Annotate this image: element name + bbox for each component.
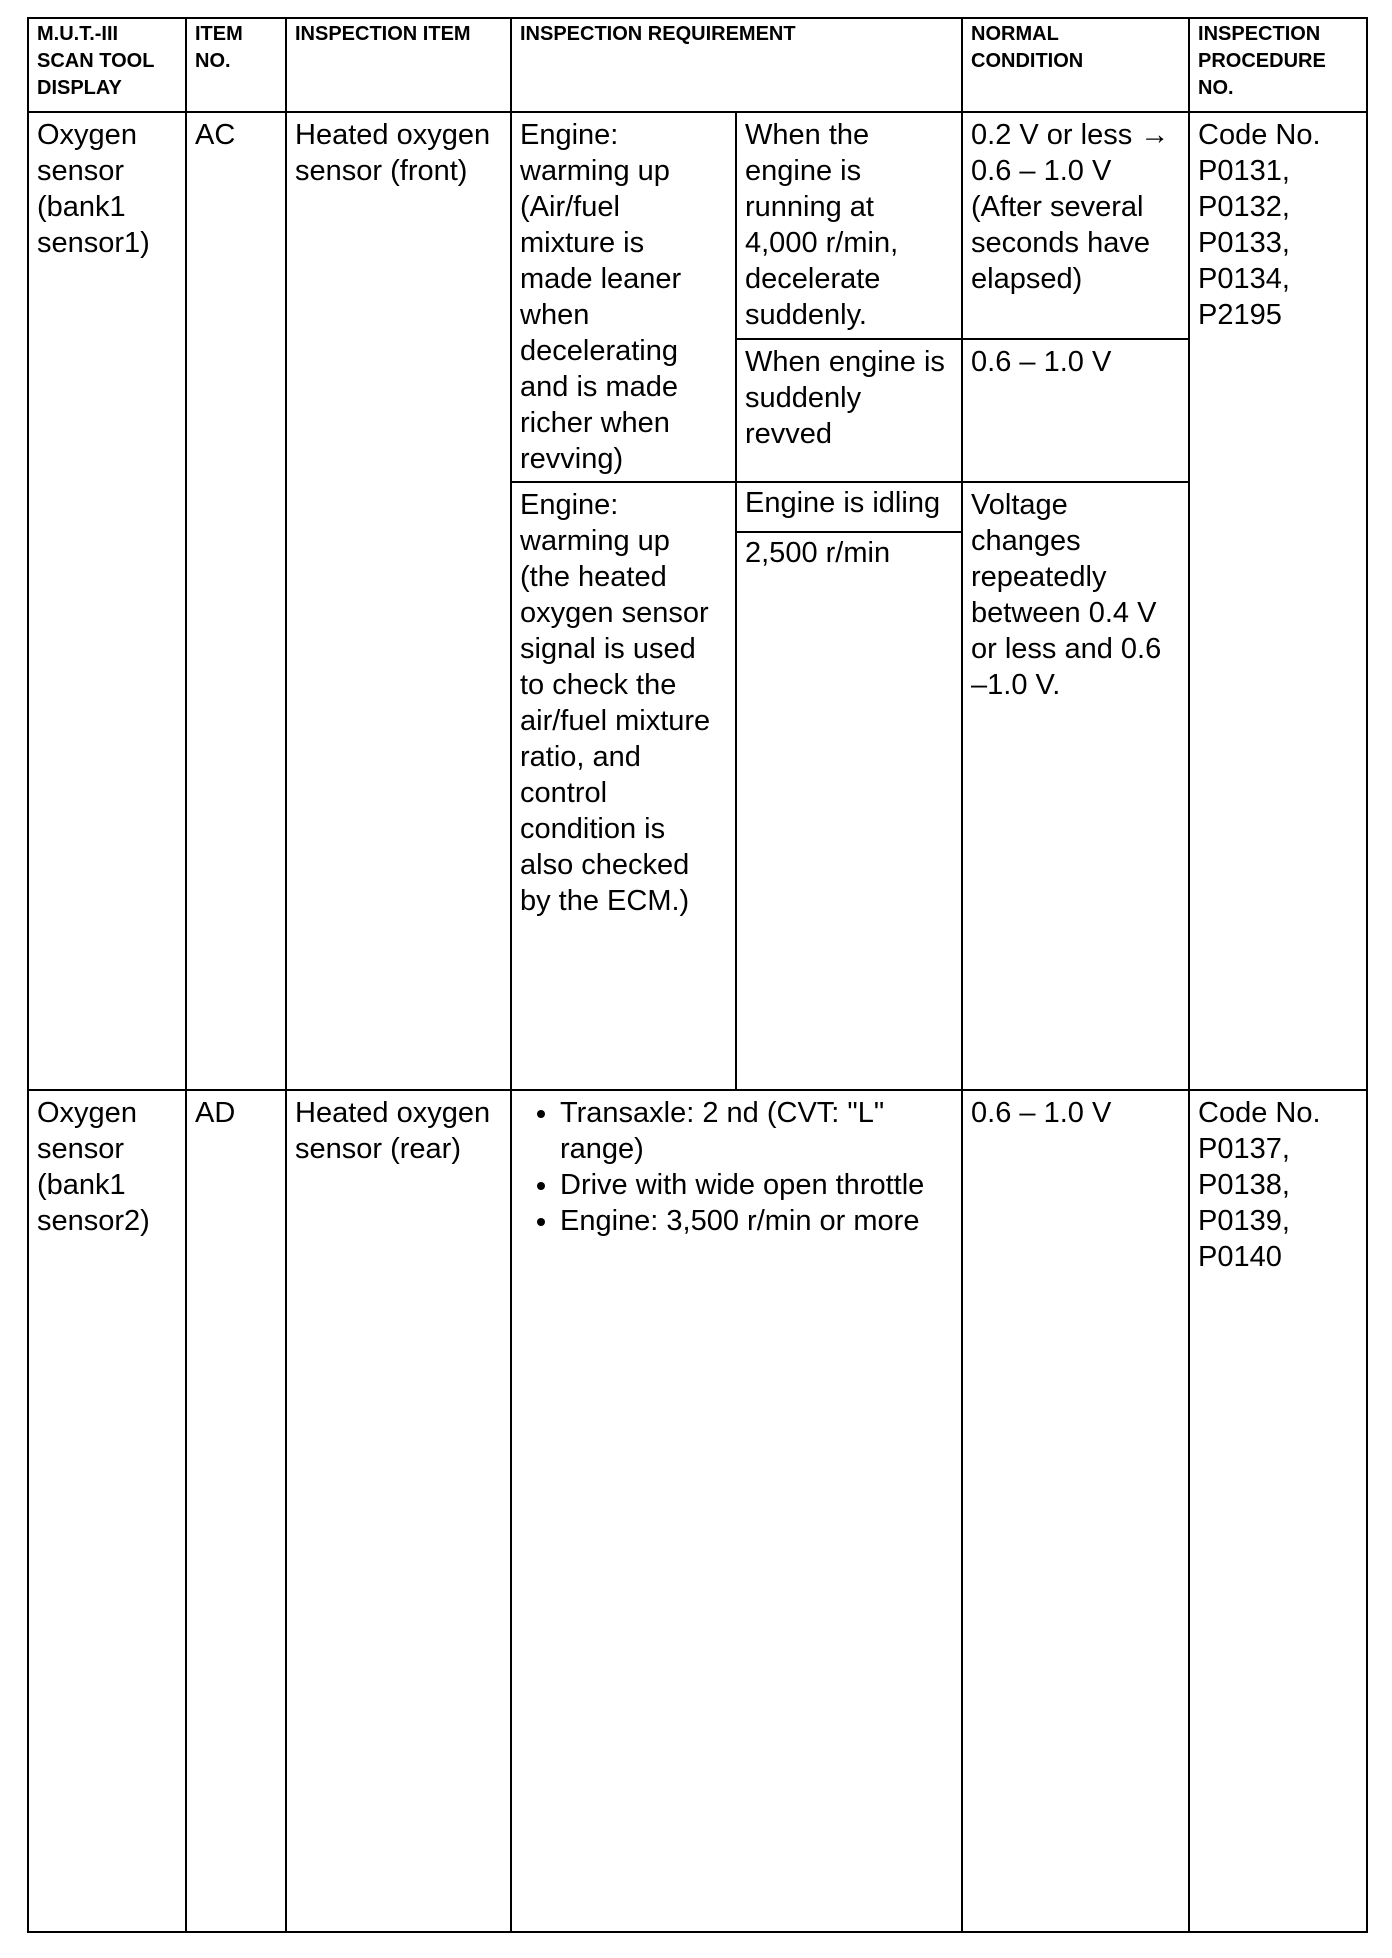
condition-line: revving) bbox=[520, 443, 624, 475]
normal-line: Voltage bbox=[971, 489, 1068, 521]
normal-line: (After several bbox=[971, 191, 1144, 223]
normal-line: or less and 0.6 bbox=[971, 633, 1162, 665]
inspection-item-cell bbox=[286, 112, 511, 1090]
inspection-item-line: Heated oxygen bbox=[295, 1097, 491, 1129]
normal-line: repeatedly bbox=[971, 561, 1107, 593]
procedure-cell bbox=[1189, 112, 1367, 1090]
requirement-cell bbox=[511, 1090, 962, 1932]
requirement-list bbox=[520, 1095, 953, 1239]
procedure-line: P0131, bbox=[1198, 155, 1290, 187]
header-item-no bbox=[186, 18, 286, 112]
requirement-line: 4,000 r/min, bbox=[745, 227, 899, 259]
item-no-text: AD bbox=[195, 1097, 236, 1129]
display-line: sensor2) bbox=[37, 1205, 150, 1237]
inspection-table bbox=[27, 17, 1368, 1933]
header-inspection-item-line: INSPECTION ITEM bbox=[295, 23, 471, 45]
header-display-line: DISPLAY bbox=[37, 77, 122, 99]
display-line: sensor1) bbox=[37, 227, 150, 259]
condition-line: air/fuel mixture bbox=[520, 705, 711, 737]
requirement-line: When the bbox=[745, 119, 870, 151]
header-display-line: M.U.T.-III bbox=[37, 23, 119, 45]
procedure-line: P0137, bbox=[1198, 1133, 1290, 1165]
procedure-line: P0132, bbox=[1198, 191, 1290, 223]
condition-line: made leaner bbox=[520, 263, 682, 295]
header-display-line: SCAN TOOL bbox=[37, 50, 155, 72]
normal-condition-cell bbox=[962, 482, 1189, 1090]
header-procedure-no-line: PROCEDURE bbox=[1198, 50, 1326, 72]
normal-line: –1.0 V. bbox=[971, 669, 1061, 701]
procedure-line: P0138, bbox=[1198, 1169, 1290, 1201]
condition-line: (Air/fuel bbox=[520, 191, 620, 223]
procedure-line: P0140 bbox=[1198, 1241, 1282, 1273]
header-item-no-line: ITEM bbox=[195, 23, 243, 45]
inspection-item-line: Heated oxygen bbox=[295, 119, 491, 151]
normal-line: 0.6 – 1.0 V bbox=[971, 346, 1112, 378]
display-line: Oxygen bbox=[37, 1097, 137, 1129]
condition-line: control bbox=[520, 777, 608, 809]
normal-line: elapsed) bbox=[971, 263, 1083, 295]
procedure-cell bbox=[1189, 1090, 1367, 1932]
condition-line: mixture is bbox=[520, 227, 645, 259]
table-row bbox=[28, 1090, 1367, 1932]
condition-cell bbox=[511, 112, 736, 482]
requirement-cell bbox=[736, 112, 962, 339]
procedure-line: P0139, bbox=[1198, 1205, 1290, 1237]
header-inspection-requirement-line: INSPECTION REQUIREMENT bbox=[520, 23, 796, 45]
condition-line: condition is bbox=[520, 813, 666, 845]
header-inspection-requirement bbox=[511, 18, 962, 112]
condition-cell bbox=[511, 482, 736, 1090]
requirement-line: When engine is bbox=[745, 346, 945, 378]
condition-line: warming up bbox=[520, 525, 670, 557]
requirement-line: running at bbox=[745, 191, 874, 223]
requirement-line: Engine is idling bbox=[745, 487, 941, 519]
condition-line: when bbox=[520, 299, 590, 331]
requirement-line: revved bbox=[745, 418, 833, 450]
item-no-text: AC bbox=[195, 119, 236, 151]
condition-line: oxygen sensor bbox=[520, 597, 709, 629]
condition-line: decelerating bbox=[520, 335, 678, 367]
condition-line: also checked bbox=[520, 849, 690, 881]
requirement-cell bbox=[736, 339, 962, 482]
normal-line: between 0.4 V bbox=[971, 597, 1157, 629]
display-line: Oxygen bbox=[37, 119, 137, 151]
condition-line: signal is used bbox=[520, 633, 696, 665]
header-normal-condition-line: NORMAL bbox=[971, 23, 1059, 45]
normal-line: 0.6 – 1.0 V bbox=[971, 155, 1112, 187]
requirement-line: suddenly bbox=[745, 382, 862, 414]
header-inspection-item bbox=[286, 18, 511, 112]
normal-line: 0.2 V or less → bbox=[971, 119, 1170, 151]
inspection-item-cell bbox=[286, 1090, 511, 1932]
display-cell bbox=[28, 1090, 186, 1932]
header-row bbox=[28, 18, 1367, 112]
procedure-line: P0134, bbox=[1198, 263, 1290, 295]
requirement-line: 2,500 r/min bbox=[745, 537, 891, 569]
condition-line: warming up bbox=[520, 155, 670, 187]
header-normal-condition bbox=[962, 18, 1189, 112]
header-procedure-no bbox=[1189, 18, 1367, 112]
requirement-line: decelerate bbox=[745, 263, 881, 295]
normal-line: seconds have bbox=[971, 227, 1150, 259]
requirement-line: suddenly. bbox=[745, 299, 867, 331]
header-item-no-line: NO. bbox=[195, 50, 231, 72]
normal-condition-cell bbox=[962, 112, 1189, 339]
normal-condition-cell bbox=[962, 339, 1189, 482]
inspection-item-line: sensor (front) bbox=[295, 155, 468, 187]
condition-line: (the heated bbox=[520, 561, 667, 593]
header-procedure-no-line: NO. bbox=[1198, 77, 1234, 99]
condition-line: Engine: bbox=[520, 489, 619, 521]
inspection-item-line: sensor (rear) bbox=[295, 1133, 461, 1165]
procedure-line: P2195 bbox=[1198, 299, 1282, 331]
condition-line: richer when bbox=[520, 407, 670, 439]
display-line: (bank1 bbox=[37, 1169, 126, 1201]
procedure-line: Code No. bbox=[1198, 1097, 1321, 1129]
requirement-line: engine is bbox=[745, 155, 862, 187]
display-line: (bank1 bbox=[37, 191, 126, 223]
procedure-line: Code No. bbox=[1198, 119, 1321, 151]
display-line: sensor bbox=[37, 155, 125, 187]
item-no-cell bbox=[186, 1090, 286, 1932]
list-item: • Transaxle: 2 nd (CVT: "L" range) bbox=[560, 1095, 953, 1167]
normal-line: 0.6 – 1.0 V bbox=[971, 1097, 1112, 1129]
header-procedure-no-line: INSPECTION bbox=[1198, 23, 1321, 45]
header-display bbox=[28, 18, 186, 112]
condition-line: Engine: bbox=[520, 119, 619, 151]
list-item: • Engine: 3,500 r/min or more bbox=[560, 1203, 953, 1239]
condition-line: to check the bbox=[520, 669, 677, 701]
item-no-cell bbox=[186, 112, 286, 1090]
list-item: • Drive with wide open throttle bbox=[560, 1167, 953, 1203]
requirement-cell bbox=[736, 482, 962, 532]
procedure-line: P0133, bbox=[1198, 227, 1290, 259]
condition-line: and is made bbox=[520, 371, 678, 403]
normal-condition-cell bbox=[962, 1090, 1189, 1932]
condition-line: by the ECM.) bbox=[520, 885, 690, 917]
requirement-cell bbox=[736, 532, 962, 1090]
normal-line: changes bbox=[971, 525, 1081, 557]
display-cell bbox=[28, 112, 186, 1090]
table-row bbox=[28, 112, 1367, 339]
condition-line: ratio, and bbox=[520, 741, 641, 773]
display-line: sensor bbox=[37, 1133, 125, 1165]
header-normal-condition-line: CONDITION bbox=[971, 50, 1084, 72]
